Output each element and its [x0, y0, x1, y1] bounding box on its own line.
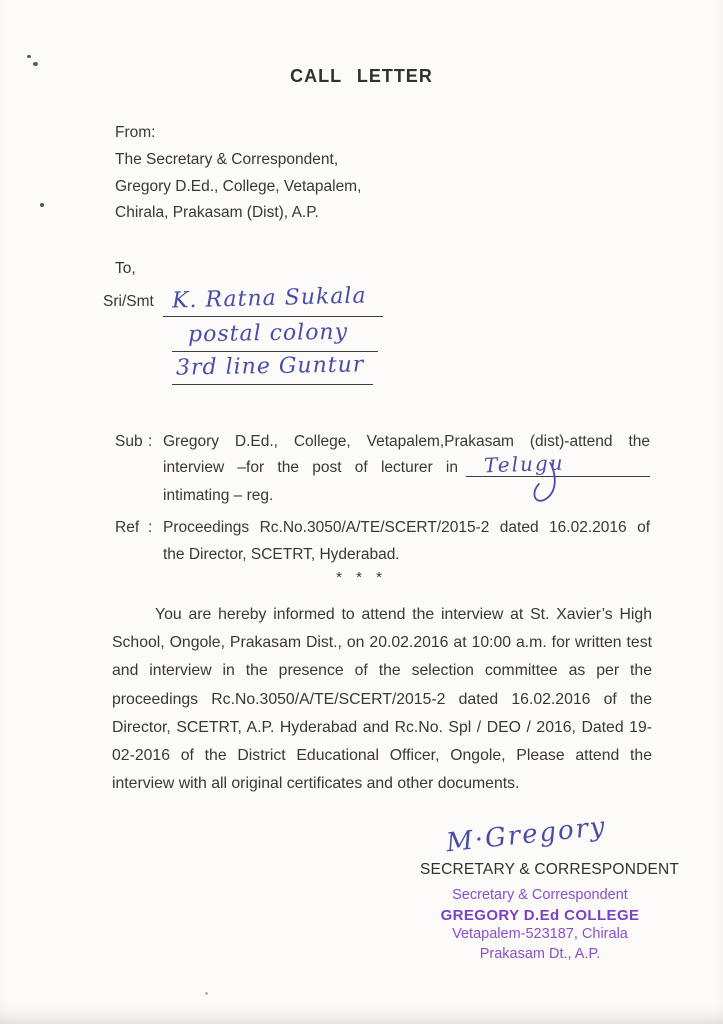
- subject-line-prefix: interview –for the post of lecturer in: [163, 459, 458, 476]
- recipient-address-underline: [172, 384, 373, 385]
- scan-speck: [205, 992, 208, 995]
- asterisk-separator: * * *: [336, 569, 387, 586]
- subject-blank-underline: [466, 450, 650, 478]
- from-label: From:: [115, 124, 156, 141]
- stamp-line: GREGORY D.Ed COLLEGE: [440, 906, 640, 924]
- handwriting-descender-loop: [530, 462, 560, 506]
- stamp-line: Prakasam Dt., A.P.: [479, 945, 601, 962]
- scan-speck: [27, 55, 31, 58]
- from-line: Chirala, Prakasam (Dist), A.P.: [115, 204, 319, 222]
- signatory-title: SECRETARY & CORRESPONDENT: [420, 861, 680, 878]
- handwritten-recipient-name: K. Ratna Sukala: [171, 283, 367, 314]
- office-stamp: [428, 886, 652, 964]
- subject-line: Gregory D.Ed., College, Vetapalem,Prakasam (dist)-attend the: [163, 433, 650, 450]
- from-line: Gregory D.Ed., College, Vetapalem,: [115, 177, 362, 195]
- reference-label: Ref: [115, 519, 140, 536]
- subject-label: Sub: [115, 433, 143, 450]
- handwritten-address-line: postal colony: [187, 319, 349, 348]
- handwritten-subject-entry: Telugu: [483, 450, 565, 478]
- stamp-line: Vetapalem-523187, Chirala: [452, 926, 628, 943]
- recipient-name-underline: [163, 316, 383, 317]
- body-paragraph: You are hereby informed to attend the interview at St. Xavier’s High School, Ongole, Prakasam Dist., on 20.02.2016 at 10:00 a.m. for written test and interview in the presence of the selection committee as per the proceedings Rc.No.3050/A/TE/SCERT/2015-2 dated 16.02.2016 of the Director, SCETRT, A.P. Hyderabad and Rc.No. Spl / DEO / 2016, Dated 19-02-2016 of the District Educational Officer, Ongole, Please attend the interview with all original certificates and other documents.: [112, 606, 652, 793]
- subject-line: intimating – reg.: [163, 487, 274, 504]
- from-line: The Secretary & Correspondent,: [115, 150, 339, 168]
- reference-line: the Director, SCETRT, Hyderabad.: [163, 546, 400, 563]
- subject-line: [163, 450, 650, 478]
- scan-speck: [40, 203, 44, 207]
- to-label: To,: [115, 260, 136, 277]
- salutation-label: Sri/Smt: [103, 293, 154, 310]
- reference-line: Proceedings Rc.No.3050/A/TE/SCERT/2015-2 dated 16.02.2016 of: [163, 519, 650, 536]
- subject-colon: :: [148, 433, 153, 450]
- handwritten-signature: M·Gregory: [444, 811, 609, 859]
- stamp-line: Secretary & Correspondent: [452, 887, 628, 903]
- handwritten-address-line: 3rd line Guntur: [175, 352, 365, 381]
- from-block: [115, 120, 361, 227]
- document-title: CALL LETTER: [290, 66, 433, 86]
- reference-colon: :: [148, 519, 153, 536]
